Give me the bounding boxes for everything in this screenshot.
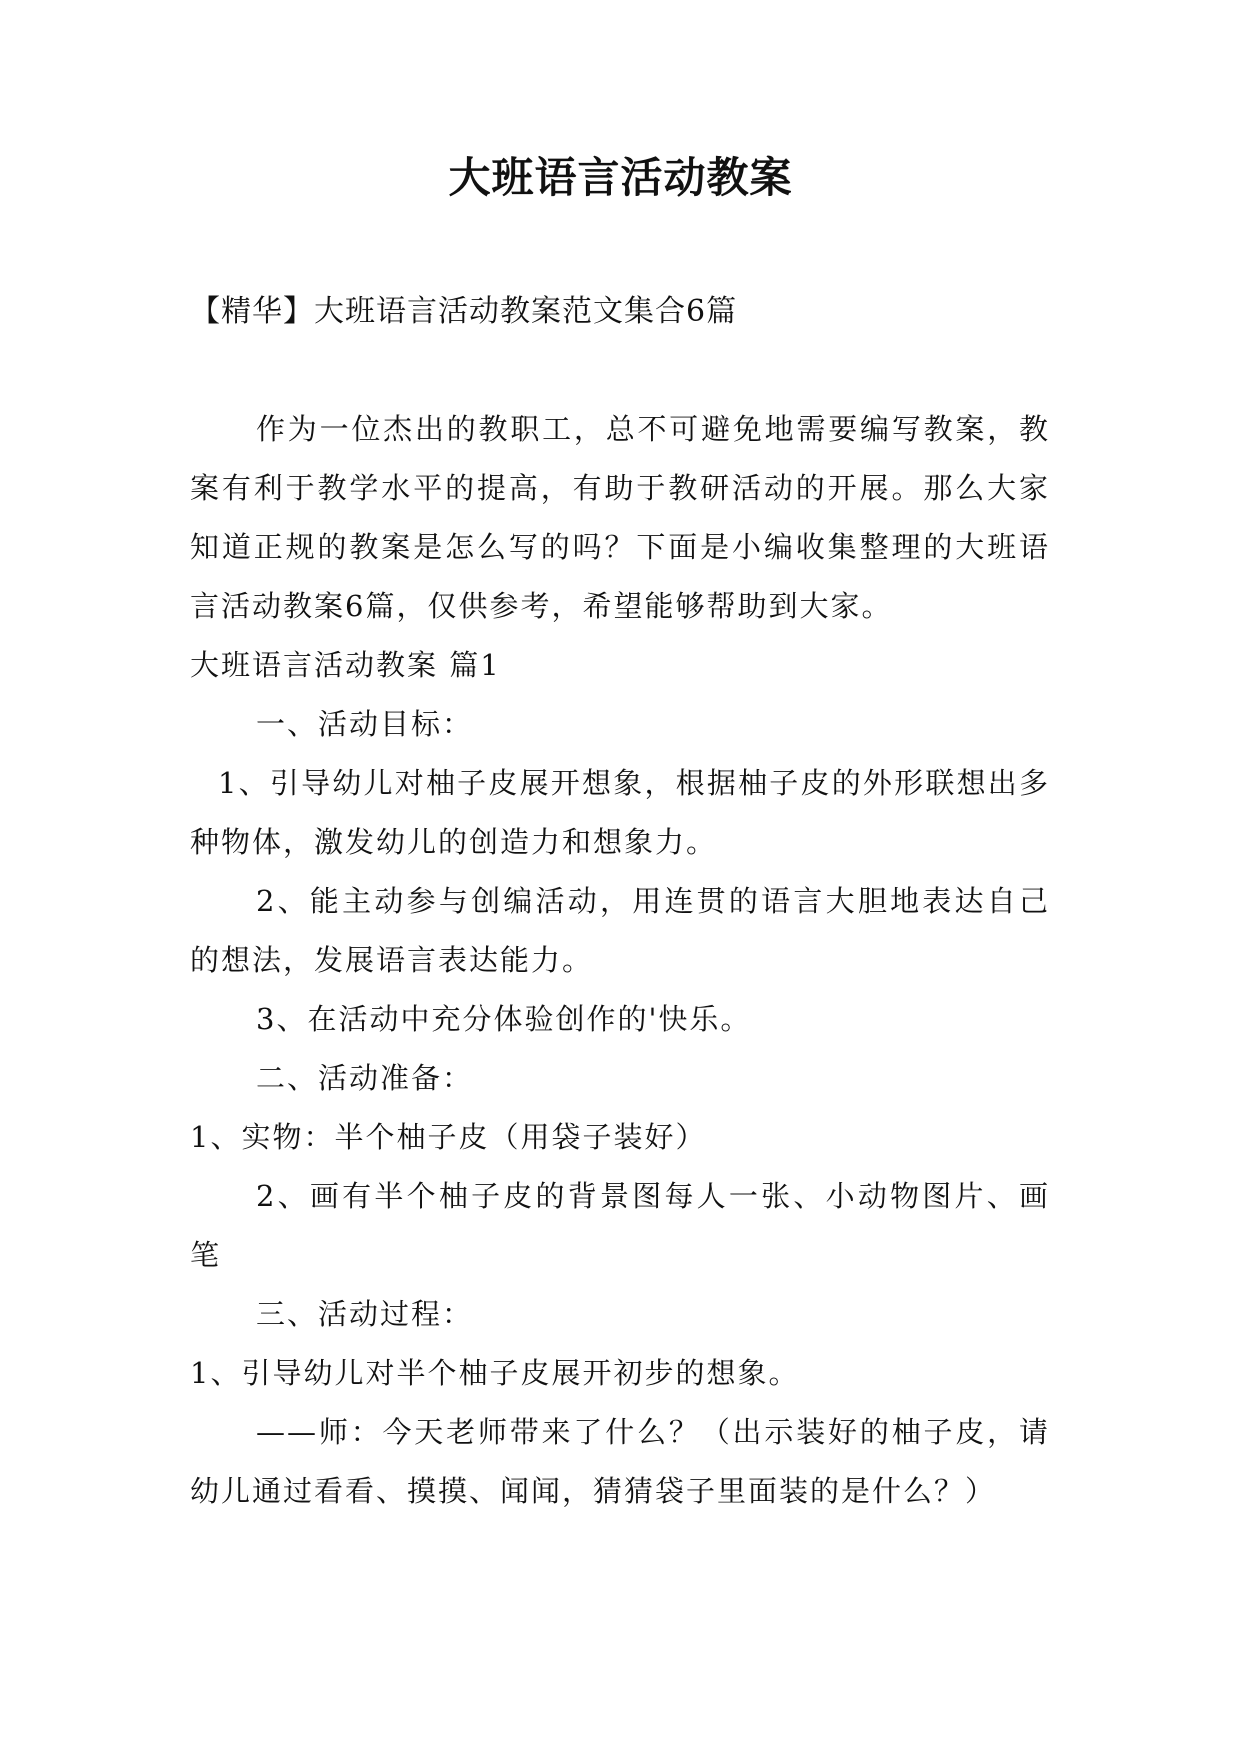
section-heading: 大班语言活动教案 篇1 — [190, 648, 501, 682]
document-body — [190, 400, 1050, 1521]
goal-item-3: 3、在活动中充分体验创作的'快乐。 — [256, 1002, 752, 1036]
document-subtitle: 【精华】大班语言活动教案范文集合6篇 — [190, 294, 738, 329]
goal-item-1: 1、引导幼儿对柚子皮展开想象，根据柚子皮的外形联想出多种物体，激发幼儿的创造力和想象力。 — [190, 766, 1050, 859]
goal-item-2: 2、能主动参与创编活动，用连贯的语言大胆地表达自己的想法，发展语言表达能力。 — [190, 884, 1050, 977]
intro-paragraph: 作为一位杰出的教职工，总不可避免地需要编写教案，教案有利于教学水平的提高，有助于教研活动的开展。那么大家知道正规的教案是怎么写的吗？下面是小编收集整理的大班语言活动教案6篇，仅供参考，希望能够帮助到大家。 — [190, 412, 1050, 623]
process-dialog: ——师：今天老师带来了什么？（出示装好的柚子皮，请幼儿通过看看、摸摸、闻闻，猜猜袋子里面装的是什么？） — [190, 1415, 1050, 1508]
preparation-item-1: 1、实物：半个柚子皮（用袋子装好） — [190, 1120, 707, 1154]
process-heading: 三、活动过程： — [256, 1297, 474, 1331]
preparation-item-2: 2、画有半个柚子皮的背景图每人一张、小动物图片、画笔 — [190, 1179, 1050, 1272]
process-item-1: 1、引导幼儿对半个柚子皮展开初步的想象。 — [190, 1356, 800, 1390]
preparation-heading: 二、活动准备： — [256, 1061, 474, 1095]
document-title: 大班语言活动教案 — [448, 153, 793, 202]
goals-heading: 一、活动目标： — [256, 707, 474, 741]
